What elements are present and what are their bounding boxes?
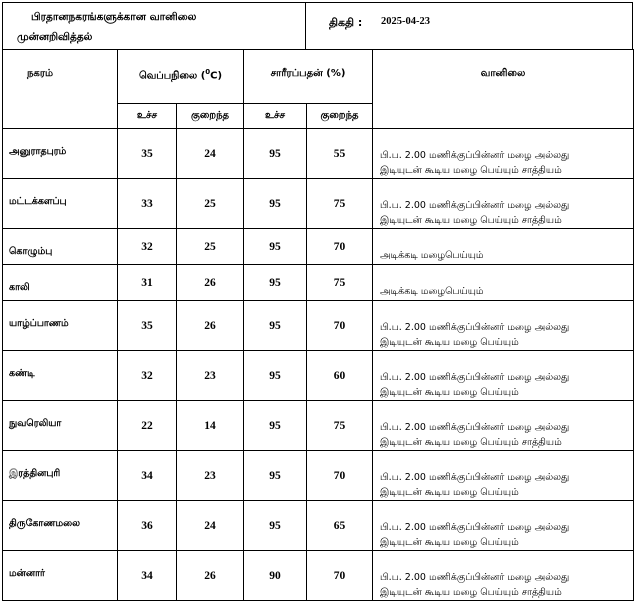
weather-line: அடிக்கடி மழைபெய்யும் <box>380 250 484 261</box>
weather-line: இடியுடன் கூடிய மழை பெய்யும் <box>380 487 519 498</box>
weather-description <box>373 129 634 179</box>
city-name: மன்னார் <box>3 551 118 601</box>
table-row <box>3 351 634 401</box>
humidity-max-value: 90 <box>244 551 307 601</box>
col-humidity-header: சாரீரப்பதன் (%) <box>244 50 373 104</box>
col-hum-max: உச்ச <box>244 104 307 129</box>
temp-min-value: 23 <box>177 451 244 501</box>
humidity-max-value: 95 <box>244 401 307 451</box>
weather-line: பி.ப. 2.00 மணிக்குப்பின்னர் மழை அல்லது <box>380 322 570 333</box>
table-row <box>3 229 634 265</box>
weather-description <box>373 179 634 229</box>
weather-line: இடியுடன் கூடிய மழை பெய்யும் சாத்தியம் <box>380 587 562 598</box>
temp-min-value: 25 <box>177 179 244 229</box>
temp-header-prefix: வெப்பநிலை ( <box>138 70 206 82</box>
weather-description <box>373 229 634 265</box>
table-row <box>3 501 634 551</box>
table-row <box>3 265 634 301</box>
weather-description <box>373 301 634 351</box>
weather-line: இடியுடன் கூடிய மழை பெய்யும் சாத்தியம் <box>380 215 562 226</box>
city-name: மட்டக்களப்பு <box>3 179 118 229</box>
weather-line: பி.ப. 2.00 மணிக்குப்பின்னர் மழை அல்லது <box>380 572 570 583</box>
weather-line: அடிக்கடி மழைபெய்யும் <box>380 286 484 297</box>
temp-min-value: 26 <box>177 301 244 351</box>
temp-header-sup: 0 <box>205 68 211 76</box>
temp-min-value: 24 <box>177 501 244 551</box>
weather-line: இடியுடன் கூடிய மழை பெய்யும் <box>380 337 519 348</box>
humidity-max-value: 95 <box>244 229 307 265</box>
temp-max-value: 31 <box>118 265 177 301</box>
weather-line: இடியுடன் கூடிய மழை பெய்யும் <box>380 387 519 398</box>
temp-min-value: 26 <box>177 265 244 301</box>
weather-line: இடியுடன் கூடிய மழை பெய்யும் <box>380 537 519 548</box>
header-box <box>2 2 633 50</box>
humidity-min-value: 70 <box>307 551 373 601</box>
city-name: கண்டி <box>3 351 118 401</box>
weather-line: பி.ப. 2.00 மணிக்குப்பின்னர் மழை அல்லது <box>380 200 570 211</box>
city-name: கொழும்பு <box>3 229 118 265</box>
humidity-max-value: 95 <box>244 501 307 551</box>
humidity-max-value: 95 <box>244 129 307 179</box>
temp-min-value: 25 <box>177 229 244 265</box>
weather-line: இடியுடன் கூடிய மழை பெய்யும் சாத்தியம் <box>380 437 562 448</box>
table-row <box>3 179 634 229</box>
col-temp-max: உச்ச <box>118 104 177 129</box>
city-name: யாழ்ப்பாணம் <box>3 301 118 351</box>
city-name: திருகோணமலை <box>3 501 118 551</box>
humidity-max-value: 95 <box>244 451 307 501</box>
temp-max-value: 35 <box>118 301 177 351</box>
city-name: இரத்தினபுரி <box>3 451 118 501</box>
temp-max-value: 33 <box>118 179 177 229</box>
humidity-min-value: 75 <box>307 179 373 229</box>
table-row <box>3 451 634 501</box>
temp-min-value: 14 <box>177 401 244 451</box>
temp-max-value: 36 <box>118 501 177 551</box>
weather-line: பி.ப. 2.00 மணிக்குப்பின்னர் மழை அல்லது <box>380 422 570 433</box>
col-temp-min: குறைந்த <box>177 104 244 129</box>
humidity-max-value: 95 <box>244 265 307 301</box>
weather-description <box>373 265 634 301</box>
table-row <box>3 129 634 179</box>
title-line-1: பிரதானநகரங்களுக்கான வானிலை <box>31 11 197 23</box>
date-label: திகதி : <box>329 16 363 29</box>
temp-min-value: 26 <box>177 551 244 601</box>
temp-min-value: 24 <box>177 129 244 179</box>
humidity-min-value: 55 <box>307 129 373 179</box>
col-hum-min: குறைந்த <box>307 104 373 129</box>
temp-max-value: 34 <box>118 551 177 601</box>
title-line-2: முன்னறிவித்தல் <box>17 31 93 43</box>
temp-max-value: 32 <box>118 351 177 401</box>
temp-min-value: 23 <box>177 351 244 401</box>
city-name: அனுராதபுரம் <box>3 129 118 179</box>
humidity-min-value: 70 <box>307 451 373 501</box>
table-body <box>3 129 634 601</box>
weather-line: பி.ப. 2.00 மணிக்குப்பின்னர் மழை அல்லது <box>380 150 570 161</box>
weather-description <box>373 451 634 501</box>
col-temp-header <box>118 50 244 104</box>
humidity-min-value: 75 <box>307 265 373 301</box>
temp-max-value: 35 <box>118 129 177 179</box>
temp-max-value: 34 <box>118 451 177 501</box>
humidity-min-value: 65 <box>307 501 373 551</box>
humidity-min-value: 75 <box>307 401 373 451</box>
temp-max-value: 22 <box>118 401 177 451</box>
city-name: காலி <box>3 265 118 301</box>
weather-line: பி.ப. 2.00 மணிக்குப்பின்னர் மழை அல்லது <box>380 372 570 383</box>
header-divider <box>305 3 306 49</box>
humidity-min-value: 70 <box>307 301 373 351</box>
col-weather-header: வானிலை <box>373 50 634 129</box>
col-city-header: நகரம் <box>3 50 118 129</box>
table-row <box>3 301 634 351</box>
weather-description <box>373 351 634 401</box>
weather-line: இடியுடன் கூடிய மழை பெய்யும் சாத்தியம் <box>380 165 562 176</box>
city-name: நுவரெலியா <box>3 401 118 451</box>
humidity-min-value: 60 <box>307 351 373 401</box>
weather-line: பி.ப. 2.00 மணிக்குப்பின்னர் மழை அல்லது <box>380 472 570 483</box>
temp-header-suffix: C) <box>210 70 223 82</box>
table-row <box>3 401 634 451</box>
humidity-max-value: 95 <box>244 301 307 351</box>
weather-description <box>373 551 634 601</box>
table-row <box>3 551 634 601</box>
temp-max-value: 32 <box>118 229 177 265</box>
humidity-min-value: 70 <box>307 229 373 265</box>
forecast-table <box>2 49 634 601</box>
humidity-max-value: 95 <box>244 179 307 229</box>
date-value: 2025-04-23 <box>381 16 430 27</box>
humidity-max-value: 95 <box>244 351 307 401</box>
weather-line: பி.ப. 2.00 மணிக்குப்பின்னர் மழை அல்லது <box>380 522 570 533</box>
weather-description <box>373 401 634 451</box>
weather-description <box>373 501 634 551</box>
